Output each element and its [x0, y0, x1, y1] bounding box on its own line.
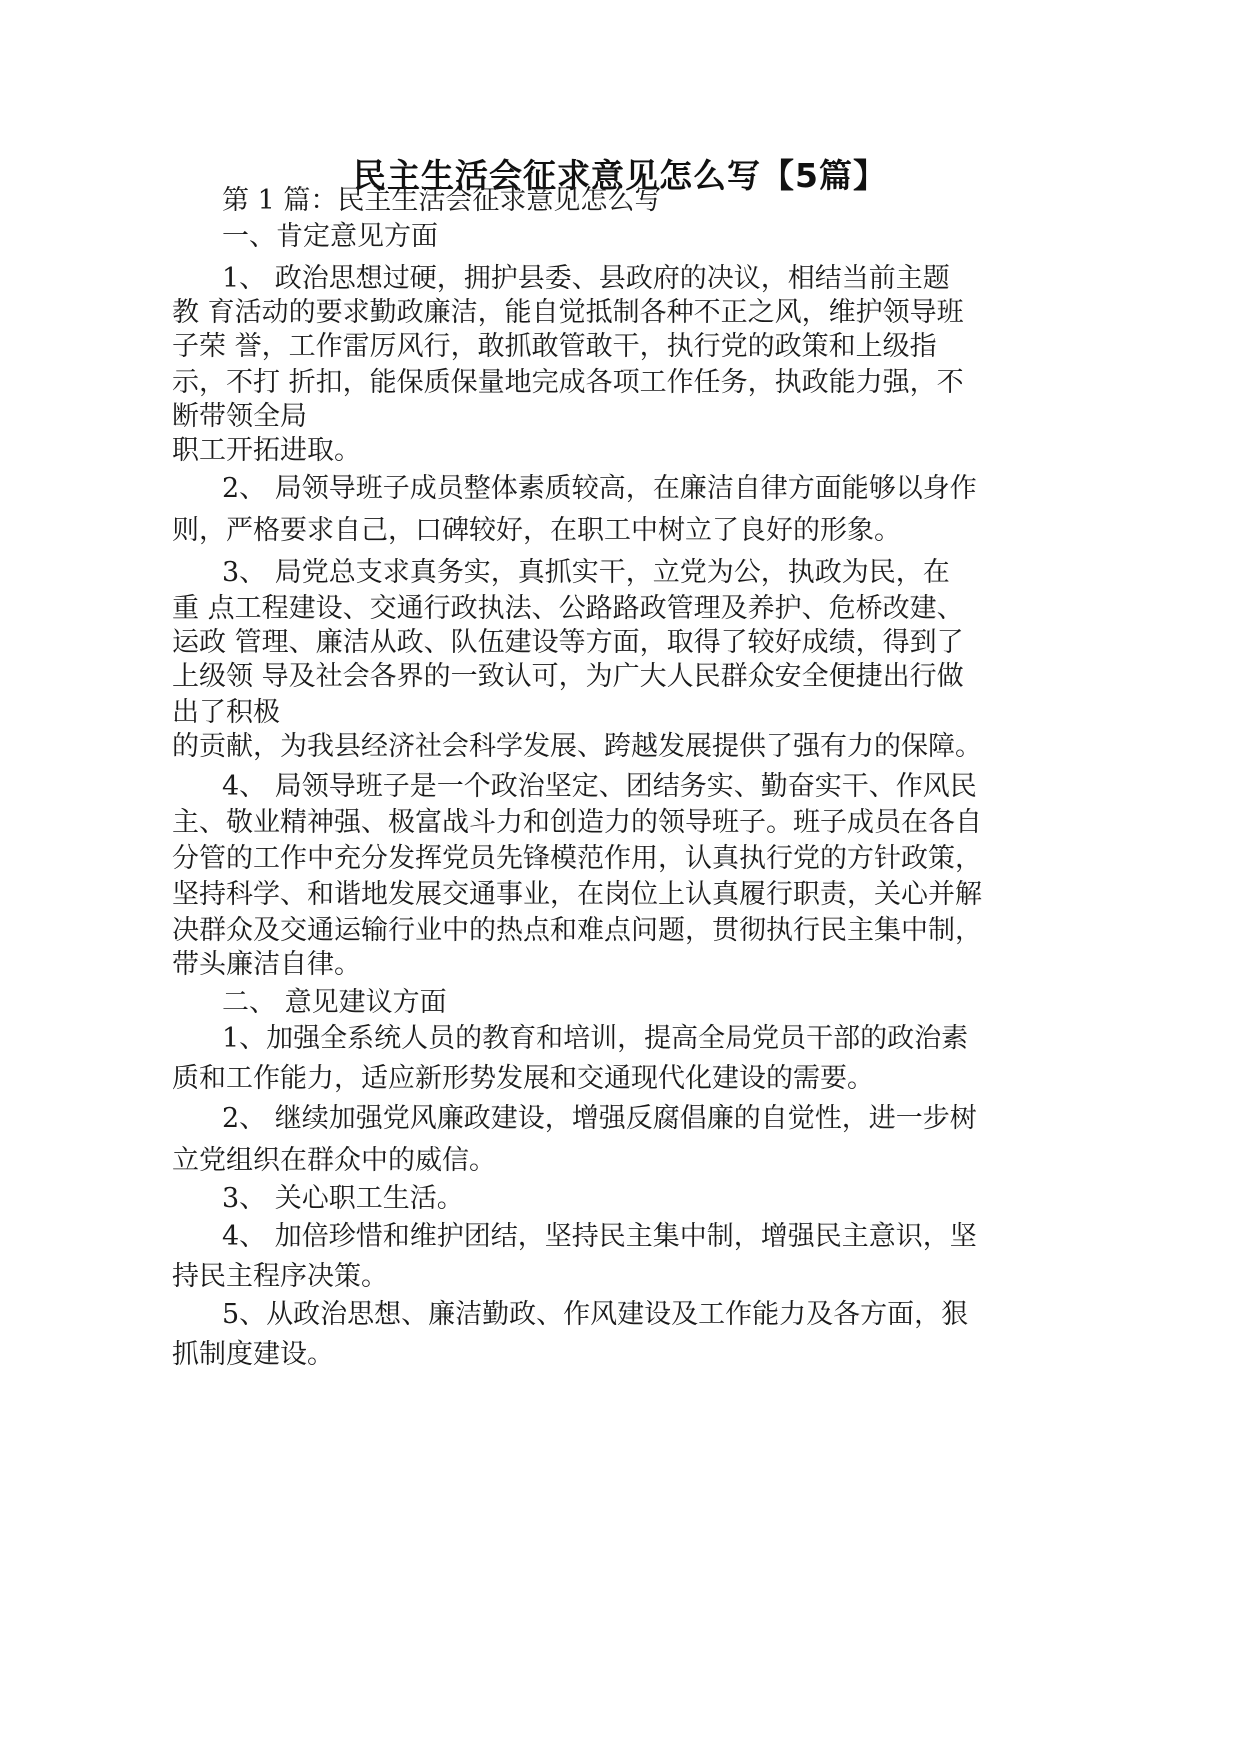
- text-line: 3、 局党总支求真务实，真抓实干，立党为公，执政为民，在: [222, 557, 950, 588]
- text-line: 2、 继续加强党风廉政建设，增强反腐倡廉的自觉性，进一步树: [222, 1103, 977, 1134]
- text-line: 4、 局领导班子是一个政治坚定、团结务实、勤奋实干、作风民: [222, 771, 977, 802]
- text-line: 子荣 誉，工作雷厉风行，敢抓敢管敢干，执行党的政策和上级指: [172, 331, 937, 362]
- text-line: 上级领 导及社会各界的一致认可，为广大人民群众安全便捷出行做: [172, 661, 964, 692]
- text-line: 出了积极: [172, 697, 280, 728]
- text-line: 二、 意见建议方面: [222, 987, 447, 1018]
- text-line: 持民主程序决策。: [172, 1261, 388, 1292]
- text-line: 1、 政治思想过硬，拥护县委、县政府的决议，相结当前主题: [222, 263, 950, 294]
- text-line: 分管的工作中充分发挥党员先锋模范作用，认真执行党的方针政策，: [172, 843, 982, 874]
- text-line: 立党组织在群众中的威信。: [172, 1145, 496, 1176]
- text-line: 一、肯定意见方面: [222, 221, 438, 252]
- text-line: 则，严格要求自己，口碑较好，在职工中树立了良好的形象。: [172, 515, 901, 546]
- text-line: 质和工作能力，适应新形势发展和交通现代化建设的需要。: [172, 1063, 874, 1094]
- text-line: 带头廉洁自律。: [172, 949, 361, 980]
- text-line: 1、加强全系统人员的教育和培训，提高全局党员干部的政治素: [222, 1023, 969, 1054]
- text-line: 示，不打 折扣，能保质保量地完成各项工作任务，执政能力强，不: [172, 367, 964, 398]
- text-line: 5、从政治思想、廉洁勤政、作风建设及工作能力及各方面，狠: [222, 1299, 969, 1330]
- text-line: 教 育活动的要求勤政廉洁，能自觉抵制各种不正之风，维护领导班: [172, 297, 964, 328]
- text-line: 第 1 篇：民主生活会征求意见怎么写: [222, 185, 662, 216]
- text-line: 决群众及交通运输行业中的热点和难点问题，贯彻执行民主集中制，: [172, 915, 982, 946]
- text-line: 4、 加倍珍惜和维护团结，坚持民主集中制，增强民主意识，坚: [222, 1221, 977, 1252]
- text-line: 3、 关心职工生活。: [222, 1183, 464, 1214]
- text-line: 的贡献，为我县经济社会科学发展、跨越发展提供了强有力的保障。: [172, 731, 982, 762]
- text-line: 断带领全局: [172, 401, 307, 432]
- text-line: 重 点工程建设、交通行政执法、公路路政管理及养护、危桥改建、: [172, 593, 964, 624]
- text-line: 主、敬业精神强、极富战斗力和创造力的领导班子。班子成员在各自: [172, 807, 982, 838]
- text-line: 坚持科学、和谐地发展交通事业，在岗位上认真履行职责，关心并解: [172, 879, 982, 910]
- text-line: 运政 管理、廉洁从政、队伍建设等方面，取得了较好成绩，得到了: [172, 627, 964, 658]
- text-line: 抓制度建设。: [172, 1339, 334, 1370]
- text-line: 2、 局领导班子成员整体素质较高，在廉洁自律方面能够以身作: [222, 473, 977, 504]
- document-title: 民主生活会征求意见怎么写【5篇】: [353, 156, 887, 195]
- text-line: 职工开拓进取。: [172, 435, 361, 466]
